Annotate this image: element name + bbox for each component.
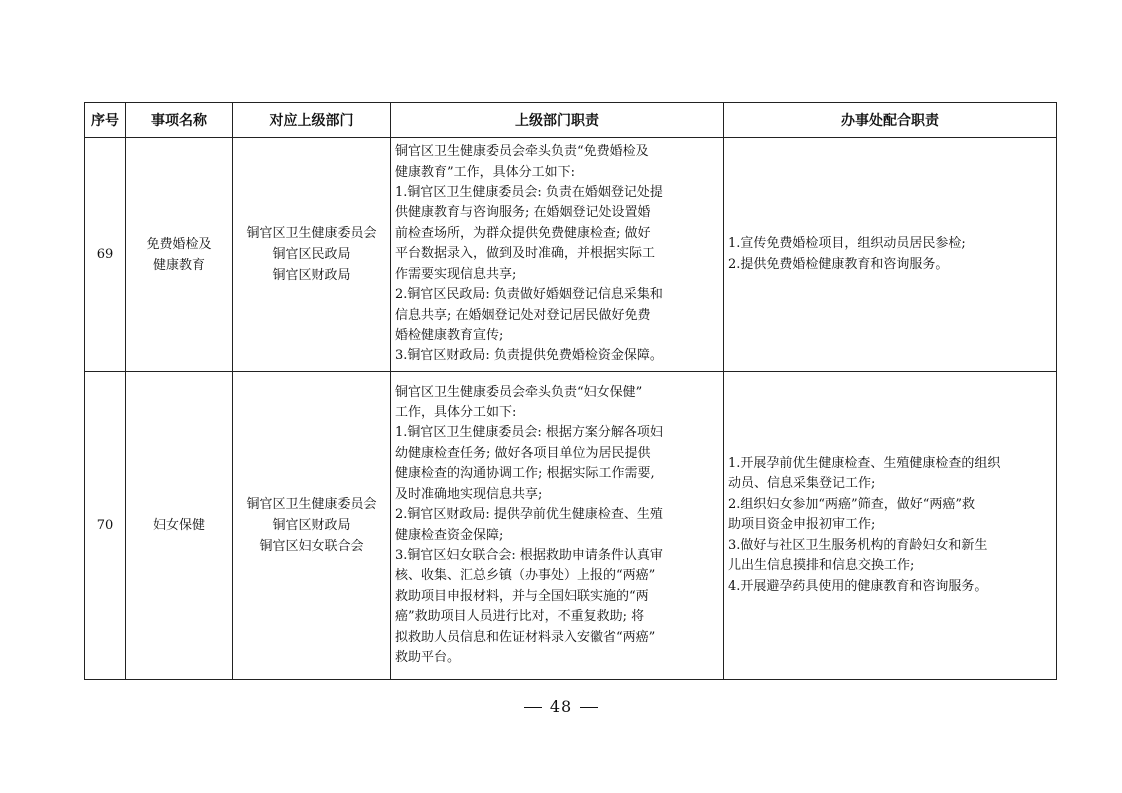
cell-text-line: 2.铜官区财政局: 提供孕前优生健康检查、生殖 — [395, 507, 663, 523]
cell-text-line: 儿出生信息摸排和信息交换工作; — [728, 558, 915, 574]
cell-text-line: 健康教育 — [152, 257, 205, 273]
page-number-footer — [0, 697, 1122, 716]
cell-text-line: 救助平台。 — [395, 649, 461, 665]
header-superior-duties: 上级部门职责 — [391, 103, 724, 138]
cell-text-line: 作需要实现信息共享; — [395, 266, 517, 282]
cell-text-line: 1.铜官区卫生健康委员会: 负责在婚姻登记处提 — [395, 185, 663, 201]
cell-text-line: 救助项目申报材料，并与全国妇联实施的“两 — [395, 588, 649, 604]
cell-text-line: 健康教育”工作，具体分工如下: — [395, 164, 576, 180]
cell-text-line: 信息共享; 在婚姻登记处对登记居民做好免费 — [395, 307, 651, 323]
cell-text-line: 健康检查资金保障; — [395, 527, 504, 543]
cell-text-line: 铜官区妇女联合会 — [259, 539, 364, 554]
header-office-cooperation-duties: 办事处配合职责 — [724, 103, 1057, 138]
header-superior-department: 对应上级部门 — [233, 103, 391, 138]
cell-text-line: 2.提供免费婚检健康教育和咨询服务。 — [728, 256, 949, 272]
cell-text-line: 1.铜官区卫生健康委员会: 根据方案分解各项妇 — [395, 425, 663, 441]
cell-text-line: 3.做好与社区卫生服务机构的育龄妇女和新生 — [728, 537, 988, 553]
row-superior-duties — [391, 372, 724, 680]
cell-text-line: 动员、信息采集登记工作; — [728, 476, 876, 492]
header-serial-number: 序号 — [85, 103, 126, 138]
cell-text-line: 铜官区卫生健康委员会 — [246, 226, 377, 241]
cell-text-line: 铜官区财政局 — [272, 518, 351, 533]
cell-text-line: 铜官区卫生健康委员会牵头负责“妇女保健” — [395, 384, 643, 400]
cell-text-line: 健康检查的沟通协调工作; 根据实际工作需要, — [395, 466, 655, 482]
table-header-row — [85, 103, 1057, 138]
cell-text-line: 1.宣传免费婚检项目，组织动员居民参检; — [728, 236, 966, 252]
cell-text-line: 核、收集、汇总乡镇（办事处）上报的“两癌” — [395, 568, 656, 584]
cell-text-line: 2.铜官区民政局: 负责做好婚姻登记信息采集和 — [395, 287, 663, 303]
cell-text-line: 铜官区卫生健康委员会牵头负责“免费婚检及 — [395, 144, 649, 160]
cell-text-line: 2.组织妇女参加“两癌”筛查，做好“两癌”救 — [728, 496, 975, 512]
cell-text-line: 平台数据录入，做到及时准确，并根据实际工 — [395, 246, 656, 262]
row-serial-number: 69 — [85, 138, 126, 372]
row-office-cooperation-duties — [724, 138, 1057, 372]
cell-text-line: 铜官区财政局 — [272, 268, 351, 283]
page-number-left-dash — [524, 707, 542, 708]
cell-text-line: 拟救助人员信息和佐证材料录入安徽省“两癌” — [395, 629, 656, 645]
cell-text-line: 4.开展避孕药具使用的健康教育和咨询服务。 — [728, 578, 988, 594]
cell-text-line: 婚检健康教育宣传; — [395, 327, 504, 343]
cell-text-line: 幼健康检查任务; 做好各项目单位为居民提供 — [395, 445, 651, 461]
cell-text-line: 3.铜官区财政局: 负责提供免费婚检资金保障。 — [395, 348, 663, 364]
cell-text-line: 铜官区卫生健康委员会 — [246, 497, 377, 512]
row-item-name — [126, 372, 233, 680]
responsibility-table — [84, 102, 1057, 680]
cell-text-line: 工作，具体分工如下: — [395, 405, 517, 421]
row-superior-duties — [391, 138, 724, 372]
cell-text-line: 供健康教育与咨询服务; 在婚姻登记处设置婚 — [395, 205, 651, 221]
cell-text-line: 免费婚检及 — [146, 236, 212, 252]
cell-text-line: 及时准确地实现信息共享; — [395, 486, 543, 502]
cell-text-line: 铜官区民政局 — [272, 247, 351, 262]
row-superior-departments — [233, 138, 391, 372]
page-number: 48 — [549, 697, 573, 716]
cell-text-line: 妇女保健 — [152, 518, 205, 533]
page-number-right-dash — [580, 707, 598, 708]
cell-text-line: 前检查场所，为群众提供免费健康检查; 做好 — [395, 225, 651, 241]
cell-text-line: 1.开展孕前优生健康检查、生殖健康检查的组织 — [728, 456, 1001, 472]
row-item-name — [126, 138, 233, 372]
row-office-cooperation-duties — [724, 372, 1057, 680]
table-row — [85, 138, 1057, 372]
row-serial-number: 70 — [85, 372, 126, 680]
header-item-name: 事项名称 — [126, 103, 233, 138]
cell-text-line: 助项目资金申报初审工作; — [728, 517, 876, 533]
row-superior-departments — [233, 372, 391, 680]
cell-text-line: 3.铜官区妇女联合会: 根据救助申请条件认真审 — [395, 547, 663, 563]
cell-text-line: 癌”救助项目人员进行比对，不重复救助; 将 — [395, 609, 645, 625]
table-row — [85, 372, 1057, 680]
